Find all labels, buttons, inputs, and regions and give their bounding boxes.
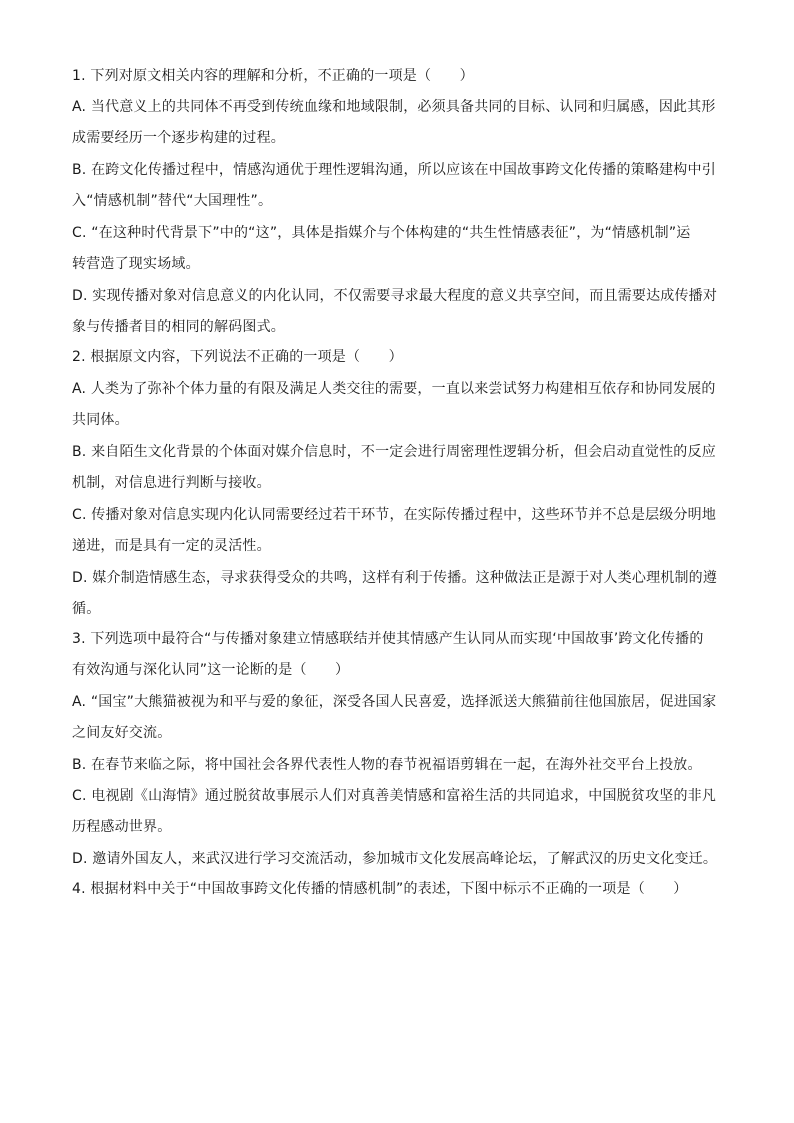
question-1-option-d: D. 实现传播对象对信息意义的内化认同，不仅需要寻求最大程度的意义共享空间，而且需要达成传播对 [72,288,718,304]
question-2-option-b: B. 来自陌生文化背景的个体面对媒介信息时，不一定会进行周密理性逻辑分析，但会启动直觉性的反应 [72,444,716,460]
question-3-option-a-cont: 之间友好交流。 [72,725,172,741]
question-1-stem: 1. 下列对原文相关内容的理解和分析，不正确的一项是（ ） [72,68,474,84]
question-3-option-c-cont: 历程感动世界。 [72,819,172,835]
question-2-option-c-cont: 递进，而是具有一定的灵活性。 [72,538,271,554]
question-2-option-d-cont: 循。 [72,601,101,617]
question-3-stem: 3. 下列选项中最符合“与传播对象建立情感联结并使其情感产生认同从而实现‘中国故事’跨文化传播的 [72,631,704,647]
question-3-option-c: C. 电视剧《山海情》通过脱贫故事展示人们对真善美情感和富裕生活的共同追求，中国脱贫攻坚的非凡 [72,788,717,804]
question-1-option-d-cont: 象与传播者目的相同的解码图式。 [72,319,285,335]
question-3-stem-cont: 有效沟通与深化认同”这一论断的是（ ） [72,662,350,678]
question-4-stem: 4. 根据材料中关于“中国故事跨文化传播的情感机制”的表述，下图中标示不正确的一项是（ ） [72,881,688,897]
question-2-option-d: D. 媒介制造情感生态，寻求获得受众的共鸣，这样有利于传播。这种做法正是源于对人类心理机制的遵 [72,570,718,586]
question-1-option-c-cont: 转营造了现实场域。 [72,256,200,272]
question-1-option-b-cont: 入“情感机制”替代“大国理性”。 [72,193,273,209]
question-3-option-d: D. 邀请外国友人，来武汉进行学习交流活动，参加城市文化发展高峰论坛，了解武汉的历史文化变迁。 [72,851,718,867]
question-2-option-c: C. 传播对象对信息实现内化认同需要经过若干环节，在实际传播过程中，这些环节并不总是层级分明地 [72,507,717,523]
question-3-option-b: B. 在春节来临之际，将中国社会各界代表性人物的春节祝福语剪辑在一起，在海外社交平台上投放。 [72,757,702,773]
question-2-option-a: A. 人类为了弥补个体力量的有限及满足人类交往的需要，一直以来尝试努力构建相互依存和协同发展的 [72,381,716,397]
question-1-option-a-cont: 成需要经历一个逐步构建的过程。 [72,130,285,146]
question-2-option-b-cont: 机制，对信息进行判断与接收。 [72,475,271,491]
question-2-option-a-cont: 共同体。 [72,412,129,428]
question-1-option-c: C. “在这种时代背景下”中的“这”，具体是指媒介与个体构建的“共生性情感表征”，为“情感机制”运 [72,225,691,241]
question-2-stem: 2. 根据原文内容，下列说法不正确的一项是（ ） [72,349,403,365]
question-1-option-a: A. 当代意义上的共同体不再受到传统血缘和地域限制，必须具备共同的目标、认同和归属感，因此其形 [72,99,716,115]
question-1-option-b: B. 在跨文化传播过程中，情感沟通优于理性逻辑沟通，所以应该在中国故事跨文化传播的策略建构中引 [72,162,716,178]
question-3-option-a: A. “国宝”大熊猫被视为和平与爱的象征，深受各国人民喜爱，选择派送大熊猫前往他国旅居，促进国家 [72,694,717,710]
